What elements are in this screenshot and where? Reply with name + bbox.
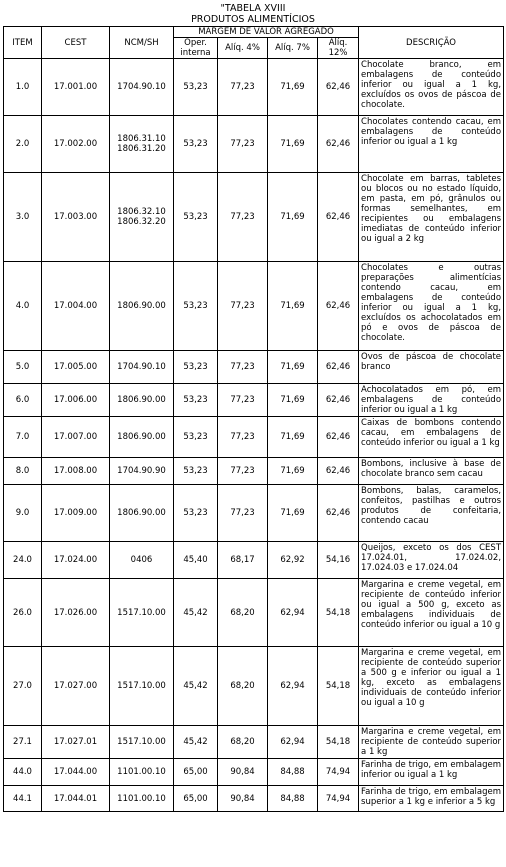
products-table	[3, 26, 504, 812]
cell-item: 9.0	[4, 485, 42, 542]
cell-ncm	[110, 542, 174, 579]
cell-aliq-7: 62,92	[268, 542, 318, 579]
cell-aliq-4: 68,20	[218, 647, 268, 726]
ncm-code: 1806.32.20	[117, 217, 166, 227]
cell-aliq-4: 90,84	[218, 759, 268, 786]
cell-descricao: Chocolates e outras preparações alimentícias contendo cacau, em embalagens de conteúdo inferior ou igual a 1 kg, excluídos os achocolatados em pó e ovos de páscoa de chocolate.	[359, 262, 504, 351]
table-row	[4, 417, 504, 458]
cell-aliq-7: 62,94	[268, 579, 318, 647]
cell-cest: 17.044.01	[42, 786, 110, 812]
cell-aliq-12: 54,18	[318, 647, 359, 726]
cell-cest: 17.027.00	[42, 647, 110, 726]
cell-aliq-7: 71,69	[268, 116, 318, 173]
cell-cest: 17.007.00	[42, 417, 110, 458]
ncm-code: 1517.10.00	[117, 681, 166, 691]
cell-aliq-4: 77,23	[218, 351, 268, 384]
ncm-code: 1806.31.10	[117, 134, 166, 144]
cell-oper-interna: 53,23	[174, 417, 218, 458]
cell-ncm	[110, 262, 174, 351]
table-row	[4, 786, 504, 812]
cell-aliq-12: 54,16	[318, 542, 359, 579]
cell-aliq-4: 77,23	[218, 485, 268, 542]
cell-descricao: Bombons, balas, caramelos, confeitos, pastilhas e outros produtos de confeitaria, contendo cacau	[359, 485, 504, 542]
cell-aliq-12: 62,46	[318, 116, 359, 173]
ncm-code: 1806.90.00	[117, 432, 166, 442]
ncm-code: 1517.10.00	[117, 607, 166, 618]
cell-cest: 17.008.00	[42, 458, 110, 485]
cell-ncm	[110, 173, 174, 262]
cell-aliq-4: 77,23	[218, 417, 268, 458]
cell-oper-interna: 65,00	[174, 786, 218, 812]
cell-ncm	[110, 116, 174, 173]
cell-ncm	[110, 485, 174, 542]
table-row	[4, 351, 504, 384]
cell-aliq-12: 62,46	[318, 351, 359, 384]
cell-descricao: Chocolate branco, em embalagens de conteúdo inferior ou igual a 1 kg, excluídos os ovos de páscoa de chocolate.	[359, 59, 504, 116]
cell-aliq-7: 84,88	[268, 759, 318, 786]
cell-aliq-12: 74,94	[318, 759, 359, 786]
table-row	[4, 59, 504, 116]
cell-item: 7.0	[4, 417, 42, 458]
cell-oper-interna: 65,00	[174, 759, 218, 786]
ncm-code: 0406	[130, 555, 153, 565]
cell-oper-interna: 53,23	[174, 262, 218, 351]
cell-aliq-7: 71,69	[268, 384, 318, 417]
cell-descricao: Ovos de páscoa de chocolate branco	[359, 351, 504, 384]
cell-aliq-12: 62,46	[318, 485, 359, 542]
ncm-code: 1101.00.10	[117, 793, 166, 804]
cell-aliq-4: 77,23	[218, 116, 268, 173]
cell-aliq-7: 62,94	[268, 726, 318, 759]
cell-ncm	[110, 759, 174, 786]
table-row	[4, 458, 504, 485]
cell-descricao: Margarina e creme vegetal, em recipiente de conteúdo superior a 500 g e inferior ou igual a 1 kg, exceto as embalagens individuais de conteúdo inferior ou igual a 10 g	[359, 647, 504, 726]
cell-cest: 17.005.00	[42, 351, 110, 384]
cell-aliq-12: 62,46	[318, 417, 359, 458]
cell-aliq-7: 71,69	[268, 351, 318, 384]
cell-aliq-12: 62,46	[318, 173, 359, 262]
cell-descricao: Margarina e creme vegetal, em recipiente de conteúdo inferior ou igual a 500 g, exceto as embalagens individuais de conteúdo inferior ou igual a 10 g	[359, 579, 504, 647]
ncm-code: 1806.32.10	[117, 207, 166, 217]
table-row	[4, 647, 504, 726]
cell-item: 2.0	[4, 116, 42, 173]
ncm-code: 1806.31.20	[117, 144, 166, 154]
table-row	[4, 579, 504, 647]
cell-item: 27.1	[4, 726, 42, 759]
cell-aliq-4: 77,23	[218, 384, 268, 417]
ncm-code: 1101.00.10	[117, 767, 166, 777]
header-margem: MARGEM DE VALOR AGREGADO	[174, 27, 359, 38]
cell-ncm	[110, 351, 174, 384]
cell-oper-interna: 45,42	[174, 726, 218, 759]
cell-oper-interna: 45,40	[174, 542, 218, 579]
cell-descricao: Farinha de trigo, em embalagem inferior ou igual a 1 kg	[359, 759, 504, 786]
cell-ncm	[110, 786, 174, 812]
cell-aliq-7: 71,69	[268, 458, 318, 485]
cell-aliq-12: 54,18	[318, 726, 359, 759]
cell-item: 44.1	[4, 786, 42, 812]
cell-aliq-7: 71,69	[268, 173, 318, 262]
cell-item: 4.0	[4, 262, 42, 351]
header-ncm: NCM/SH	[110, 27, 174, 59]
cell-aliq-4: 68,20	[218, 726, 268, 759]
cell-cest: 17.006.00	[42, 384, 110, 417]
ncm-code: 1806.90.00	[117, 301, 166, 311]
cell-oper-interna: 53,23	[174, 116, 218, 173]
table-row	[4, 759, 504, 786]
cell-aliq-12: 54,18	[318, 579, 359, 647]
table-row	[4, 485, 504, 542]
cell-descricao: Caixas de bombons contendo cacau, em embalagens de conteúdo inferior ou igual a 1 kg	[359, 417, 504, 458]
table-row	[4, 384, 504, 417]
cell-item: 24.0	[4, 542, 42, 579]
cell-item: 8.0	[4, 458, 42, 485]
cell-item: 1.0	[4, 59, 42, 116]
ncm-code: 1806.90.00	[117, 395, 166, 405]
cell-ncm	[110, 647, 174, 726]
header-aliq-12: Alíq. 12%	[318, 38, 359, 59]
ncm-code: 1517.10.00	[117, 737, 166, 747]
ncm-code: 1704.90.10	[117, 82, 166, 92]
table-row	[4, 542, 504, 579]
cell-aliq-4: 68,20	[218, 579, 268, 647]
ncm-code: 1704.90.10	[117, 362, 166, 372]
cell-cest: 17.024.00	[42, 542, 110, 579]
cell-aliq-4: 77,23	[218, 458, 268, 485]
header-cest: CEST	[42, 27, 110, 59]
cell-aliq-7: 71,69	[268, 262, 318, 351]
cell-item: 26.0	[4, 579, 42, 647]
cell-item: 3.0	[4, 173, 42, 262]
cell-aliq-4: 90,84	[218, 786, 268, 812]
cell-aliq-4: 77,23	[218, 173, 268, 262]
table-row	[4, 173, 504, 262]
cell-cest: 17.044.00	[42, 759, 110, 786]
ncm-code: 1704.90.90	[117, 466, 166, 476]
table-title	[0, 0, 506, 26]
cell-aliq-7: 71,69	[268, 485, 318, 542]
cell-descricao: Bombons, inclusive à base de chocolate branco sem cacau	[359, 458, 504, 485]
cell-item: 5.0	[4, 351, 42, 384]
cell-aliq-12: 62,46	[318, 384, 359, 417]
cell-descricao: Margarina e creme vegetal, em recipiente de conteúdo superior a 1 kg	[359, 726, 504, 759]
cell-item: 27.0	[4, 647, 42, 726]
header-oper-interna: Oper. interna	[174, 38, 218, 59]
cell-oper-interna: 53,23	[174, 384, 218, 417]
cell-cest: 17.003.00	[42, 173, 110, 262]
cell-ncm	[110, 726, 174, 759]
cell-cest: 17.002.00	[42, 116, 110, 173]
table-row	[4, 262, 504, 351]
cell-ncm	[110, 384, 174, 417]
cell-aliq-7: 71,69	[268, 417, 318, 458]
cell-aliq-4: 77,23	[218, 59, 268, 116]
title-line-2: PRODUTOS ALIMENTÍCIOS	[191, 14, 315, 25]
cell-aliq-4: 68,17	[218, 542, 268, 579]
cell-ncm	[110, 59, 174, 116]
cell-cest: 17.001.00	[42, 59, 110, 116]
cell-descricao: Achocolatados em pó, em embalagens de conteúdo inferior ou igual a 1 kg	[359, 384, 504, 417]
header-aliq-4: Alíq. 4%	[218, 38, 268, 59]
cell-oper-interna: 45,42	[174, 647, 218, 726]
cell-aliq-12: 62,46	[318, 458, 359, 485]
cell-ncm	[110, 458, 174, 485]
cell-item: 6.0	[4, 384, 42, 417]
header-item: ITEM	[4, 27, 42, 59]
cell-aliq-7: 71,69	[268, 59, 318, 116]
cell-oper-interna: 53,23	[174, 351, 218, 384]
cell-aliq-7: 84,88	[268, 786, 318, 812]
cell-cest: 17.027.01	[42, 726, 110, 759]
title-line-1: "TABELA XVIII	[220, 3, 286, 14]
header-aliq-7: Alíq. 7%	[268, 38, 318, 59]
ncm-code: 1806.90.00	[117, 508, 166, 518]
cell-ncm	[110, 579, 174, 647]
cell-oper-interna: 53,23	[174, 458, 218, 485]
cell-item: 44.0	[4, 759, 42, 786]
cell-descricao: Queijos, exceto os dos CEST 17.024.01, 17.024.02, 17.024.03 e 17.024.04	[359, 542, 504, 579]
cell-aliq-12: 74,94	[318, 786, 359, 812]
cell-descricao: Chocolates contendo cacau, em embalagens de conteúdo inferior ou igual a 1 kg	[359, 116, 504, 173]
cell-oper-interna: 53,23	[174, 485, 218, 542]
table-row	[4, 726, 504, 759]
cell-aliq-7: 62,94	[268, 647, 318, 726]
table-row	[4, 116, 504, 173]
cell-oper-interna: 53,23	[174, 173, 218, 262]
cell-ncm	[110, 417, 174, 458]
cell-cest: 17.004.00	[42, 262, 110, 351]
cell-oper-interna: 45,42	[174, 579, 218, 647]
cell-aliq-4: 77,23	[218, 262, 268, 351]
cell-cest: 17.026.00	[42, 579, 110, 647]
cell-aliq-12: 62,46	[318, 262, 359, 351]
cell-cest: 17.009.00	[42, 485, 110, 542]
header-descricao: DESCRIÇÃO	[359, 27, 504, 59]
cell-oper-interna: 53,23	[174, 59, 218, 116]
cell-descricao: Farinha de trigo, em embalagem superior a 1 kg e inferior a 5 kg	[359, 786, 504, 812]
cell-descricao: Chocolate em barras, tabletes ou blocos ou no estado líquido, em pasta, em pó, grânulos ou formas semelhantes, em recipientes ou embalagens imediatas de conteúdo inferior ou igual a 2 kg	[359, 173, 504, 262]
cell-aliq-12: 62,46	[318, 59, 359, 116]
